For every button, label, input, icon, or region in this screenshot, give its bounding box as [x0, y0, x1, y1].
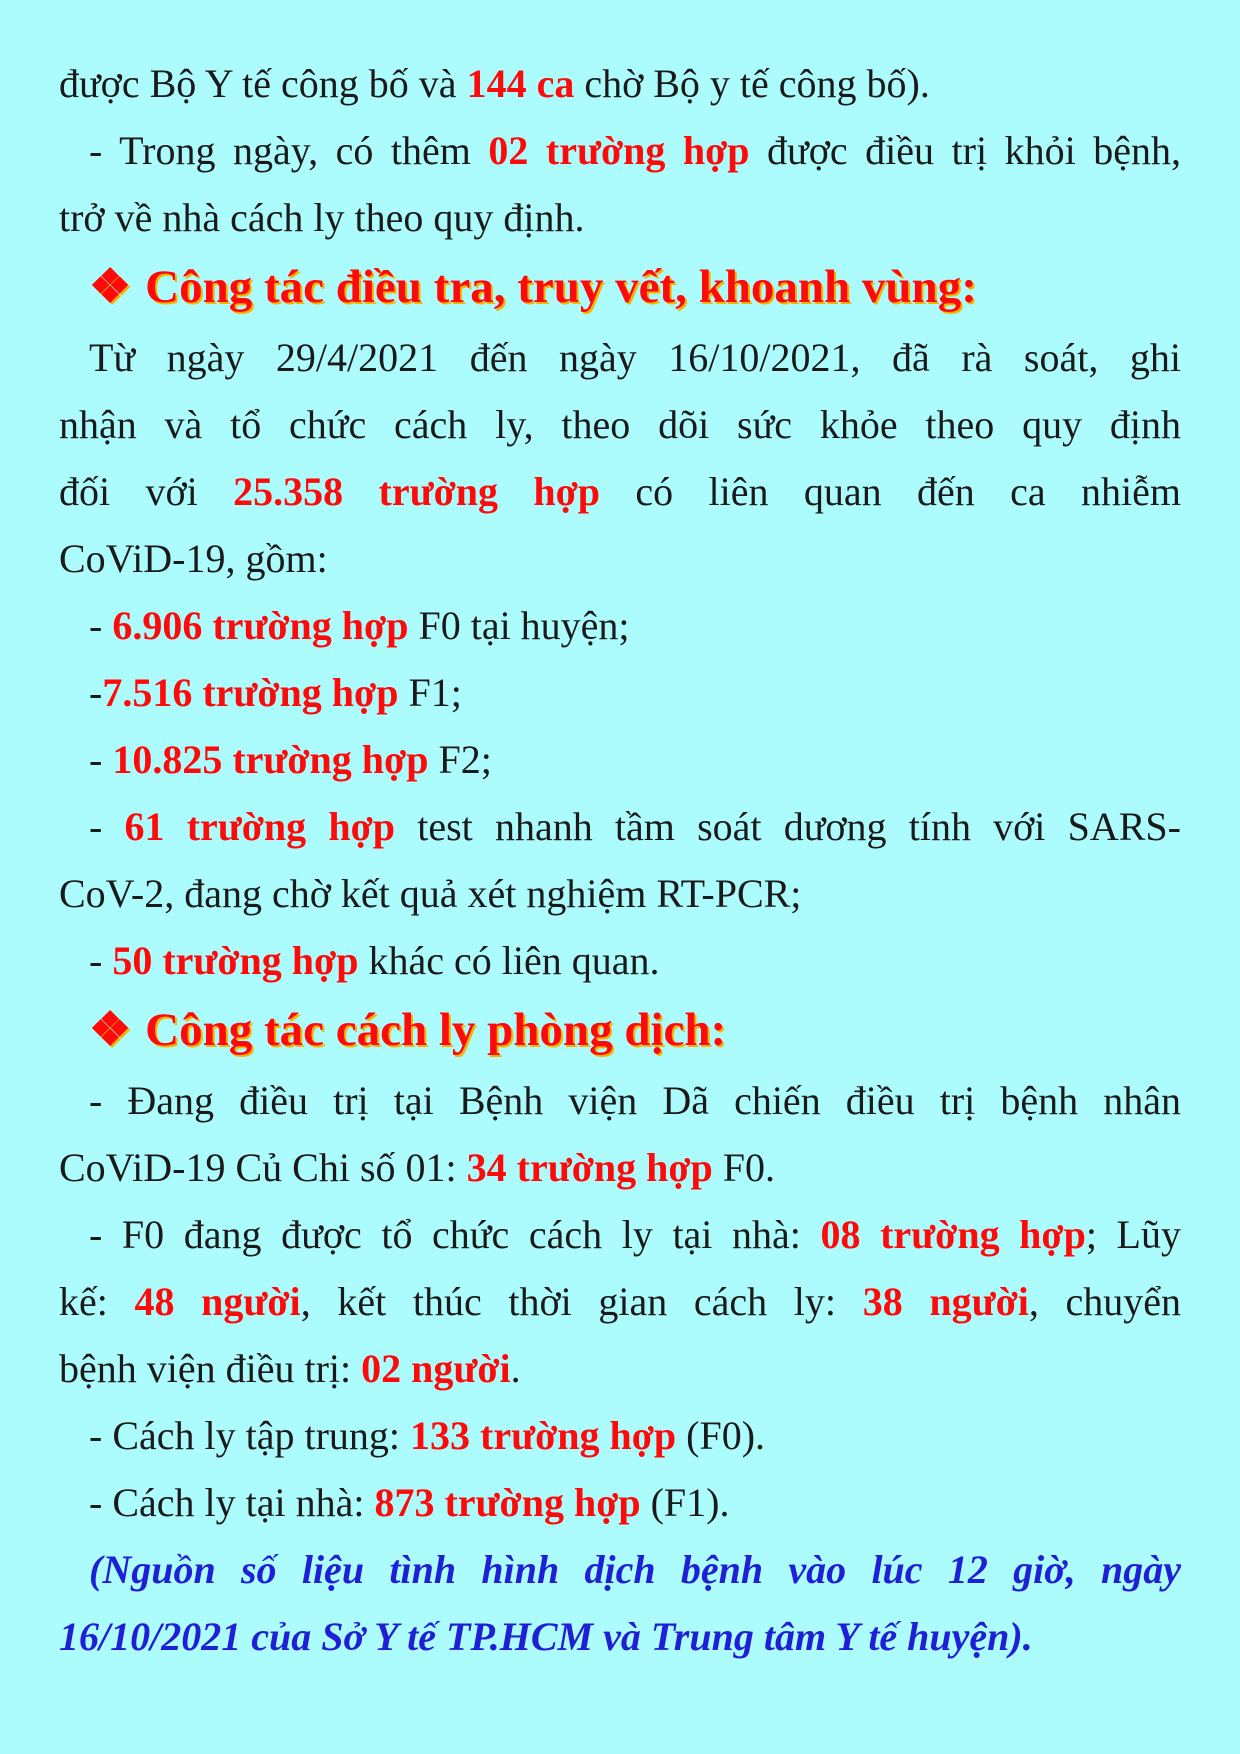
paragraph-hospital-l1: - Đang điều trị tại Bệnh viện Dã chiến điều trị bệnh nhân — [89, 1078, 1181, 1123]
paragraph-home-isolation: - Cách ly tại nhà: 873 trường hợp (F1). — [89, 1480, 730, 1525]
paragraph-tracing-l1: Từ ngày 29/4/2021 đến ngày 16/10/2021, đã rà soát, ghi — [89, 335, 1181, 380]
paragraph-hospital-l2: CoViD-19 Củ Chi số 01: 34 trường hợp F0. — [59, 1145, 776, 1190]
paragraph-centralized-isolation: - Cách ly tập trung: 133 trường hợp (F0). — [89, 1413, 766, 1458]
paragraph-home-f0-l3: bệnh viện điều trị: 02 người. — [59, 1346, 521, 1391]
list-item-f2: - 10.825 trường hợp F2; — [89, 737, 492, 782]
paragraph-home-f0-l2: kế: 48 người, kết thúc thời gian cách ly: 38 người, chuyển — [59, 1279, 1182, 1324]
paragraph-confirmed: được Bộ Y tế công bố và 144 ca chờ Bộ y tế công bố). — [59, 61, 930, 106]
source-note-l2: 16/10/2021 của Sở Y tế TP.HCM và Trung tâm Y tế huyện). — [59, 1614, 1033, 1659]
paragraph-tracing-l4: CoViD-19, gồm: — [59, 536, 328, 581]
list-item-f0: - 6.906 trường hợp F0 tại huyện; — [89, 603, 630, 648]
diamond-bullet-icon: ❖ — [89, 261, 132, 313]
paragraph-home-f0-l1: - F0 đang được tổ chức cách ly tại nhà: 08 trường hợp; Lũy — [89, 1212, 1181, 1257]
paragraph-tracing-l3: đối với 25.358 trường hợp có liên quan đến ca nhiễm — [59, 469, 1181, 514]
list-item-other: - 50 trường hợp khác có liên quan. — [89, 938, 660, 983]
paragraph-tracing-l2: nhận và tổ chức cách ly, theo dõi sức khỏe theo quy định — [59, 402, 1181, 447]
highlight-count: 144 ca — [466, 61, 575, 106]
source-note-l1: (Nguồn số liệu tình hình dịch bệnh vào lúc 12 giờ, ngày — [89, 1547, 1181, 1592]
list-item-rapid-test-cont: CoV-2, đang chờ kết quả xét nghiệm RT-PCR; — [59, 871, 802, 916]
paragraph-recovered: - Trong ngày, có thêm 02 trường hợp được điều trị khỏi bệnh, — [89, 128, 1181, 173]
section-heading-isolation: ❖ Công tác cách ly phòng dịch: — [89, 1004, 727, 1056]
paragraph-recovered-cont: trở về nhà cách ly theo quy định. — [59, 195, 585, 240]
list-item-rapid-test: - 61 trường hợp test nhanh tầm soát dương tính với SARS- — [89, 804, 1181, 849]
highlight-count: 02 trường hợp — [488, 128, 750, 173]
diamond-bullet-icon: ❖ — [89, 1004, 132, 1056]
list-item-f1: -7.516 trường hợp F1; — [89, 670, 462, 715]
highlight-count: 25.358 trường hợp — [233, 469, 601, 514]
section-heading-investigation: ❖ Công tác điều tra, truy vết, khoanh vùng: — [89, 261, 977, 313]
